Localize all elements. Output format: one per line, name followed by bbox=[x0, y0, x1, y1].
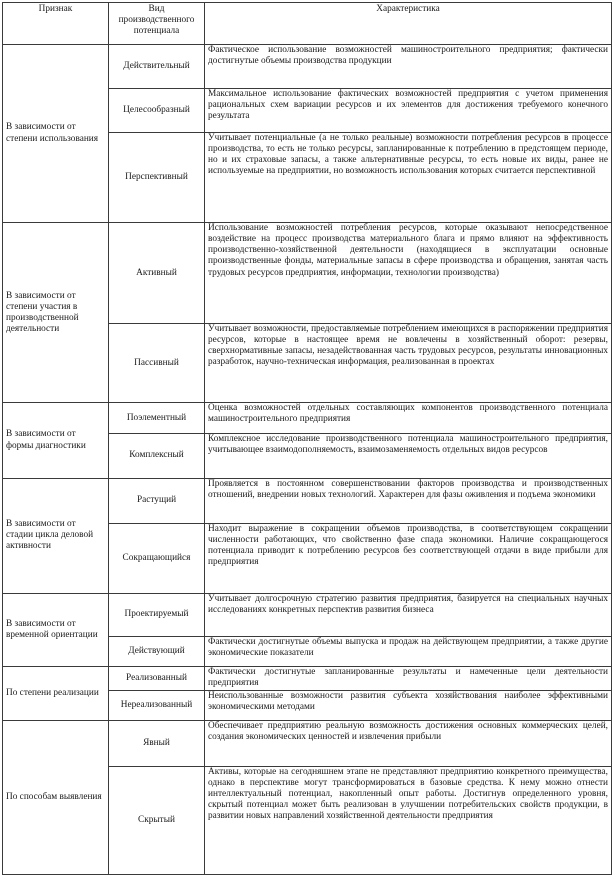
kind-cell: Поэлементный bbox=[109, 403, 205, 434]
sign-cell: По степени реализации bbox=[3, 667, 109, 721]
table-row bbox=[3, 223, 612, 324]
description-cell: Оценка возможностей отдельных составляющих компонентов производственного потенциала машиностроительного предприятия bbox=[205, 403, 612, 434]
kind-cell: Действительный bbox=[109, 45, 205, 89]
document-page bbox=[2, 2, 613, 877]
table-row bbox=[3, 45, 612, 89]
description-cell: Комплексное исследование производственного потенциала машиностроительного предприятия, учитывающее взаимодополняемость, взаимозаменяемость отдельных видов ресурсов bbox=[205, 433, 612, 478]
header-sign: Признак bbox=[3, 3, 109, 45]
sign-cell: В зависимости от степени участия в производственной деятельности bbox=[3, 223, 109, 403]
description-cell: Максимальное использование фактических возможностей предприятия с учетом применения рациональных схем вариации ресурсов и их элементов для достижения требуемого конечного результата bbox=[205, 88, 612, 132]
table-row bbox=[3, 478, 612, 523]
kind-cell: Растущий bbox=[109, 478, 205, 523]
kind-cell: Нереализованный bbox=[109, 690, 205, 721]
kind-cell: Сокращающийся bbox=[109, 523, 205, 593]
kind-cell: Явный bbox=[109, 721, 205, 767]
description-cell: Учитывает возможности, предоставляемые потреблением имеющихся в распоряжении предприятия ресурсов, которые в настоящее время не вовлечены в хозяйственный оборот: резервы, сверхнормативные запасы, незадействованная часть трудовых ресурсов, результаты инновационных разработок, научно-техническая информация, реализованная в проектах bbox=[205, 323, 612, 402]
sign-cell: В зависимости от формы диагностики bbox=[3, 403, 109, 478]
description-cell: Находит выражение в сокращении объемов производства, в соответствующем сокращении численности работающих, что свойственно фазе спада экономики. Наличие сокращающегося потенциала приводит к потреблению ресурсов без соответствующей отдачи в виде прибыли для предприятия bbox=[205, 523, 612, 593]
kind-cell: Действующий bbox=[109, 636, 205, 667]
description-cell: Фактически достигнутые объемы выпуска и продаж на действующем предприятии, а также другие экономические показатели bbox=[205, 636, 612, 667]
header-kind: Вид производственного потенциала bbox=[109, 3, 205, 45]
description-cell: Обеспечивает предприятию реальную возможность достижения основных коммерческих целей, создания экономических ценностей и извлечения прибыли bbox=[205, 721, 612, 767]
kind-cell: Проектируемый bbox=[109, 593, 205, 636]
header-row bbox=[3, 3, 612, 45]
kind-cell: Целесообразный bbox=[109, 88, 205, 132]
description-cell: Проявляется в постоянном совершенствовании факторов производства и производственных отношений, внедрении новых технологий. Характерен для фазы оживления и подъема экономики bbox=[205, 478, 612, 523]
sign-cell: В зависимости от временной ориентации bbox=[3, 593, 109, 666]
description-cell: Использование возможностей потребления ресурсов, которые оказывают непосредственное воздействие на процесс производства материального блага и прямо влияют на эффективность производственно-хозяйственной деятельности (находящиеся в эксплуатации основные производственные фонды, материальные запасы в сфере производства и обращения, занятая часть трудовых ресурсов предприятия, информации, технологии производства) bbox=[205, 223, 612, 324]
kind-cell: Пассивный bbox=[109, 323, 205, 402]
sign-cell: По способам выявления bbox=[3, 721, 109, 875]
header-description: Характеристика bbox=[205, 3, 612, 45]
table-row bbox=[3, 593, 612, 636]
potential-classification-table bbox=[2, 2, 612, 875]
description-cell: Фактическое использование возможностей машиностроительного предприятия; фактически достигнутые объемы производства продукции bbox=[205, 45, 612, 89]
kind-cell: Скрытый bbox=[109, 766, 205, 874]
description-cell: Активы, которые на сегодняшнем этапе не представляют предприятию конкретного преимущества, однако в перспективе могут трансформироваться в базовые средства. К нему можно отнести интеллектуальный потенциал, накопленный опыт работы. Достигнув определенного уровня, скрытый потенциал может быть реализован в улучшении потребительских свойств продукции, в развитии новых направлений хозяйственной деятельности предприятия bbox=[205, 766, 612, 874]
description-cell: Неиспользованные возможности развития субъекта хозяйствования наиболее эффективными экономическими методами bbox=[205, 690, 612, 721]
description-cell: Учитывает долгосрочную стратегию развития предприятия, базируется на специальных научных исследованиях конкретных перспектив развития бизнеса bbox=[205, 593, 612, 636]
table-row bbox=[3, 403, 612, 434]
kind-cell: Реализованный bbox=[109, 667, 205, 691]
kind-cell: Активный bbox=[109, 223, 205, 324]
table-row bbox=[3, 667, 612, 691]
description-cell: Фактически достигнутые запланированные результаты и намеченные цели деятельности предприятия bbox=[205, 667, 612, 691]
kind-cell: Перспективный bbox=[109, 132, 205, 223]
kind-cell: Комплексный bbox=[109, 433, 205, 478]
table-row bbox=[3, 721, 612, 767]
description-cell: Учитывает потенциальные (а не только реальные) возможности потребления ресурсов в процессе производства, то есть не только ресурсы, запланированные к потреблению в предстоящем периоде, но и их страховые запасы, а также альтернативные ресурсы, то есть новые их виды, ранее не используемые на предприятии, но возможность использования которых считается перспективной bbox=[205, 132, 612, 223]
sign-cell: В зависимости от стадии цикла деловой активности bbox=[3, 478, 109, 593]
sign-cell: В зависимости от степени использования bbox=[3, 45, 109, 223]
